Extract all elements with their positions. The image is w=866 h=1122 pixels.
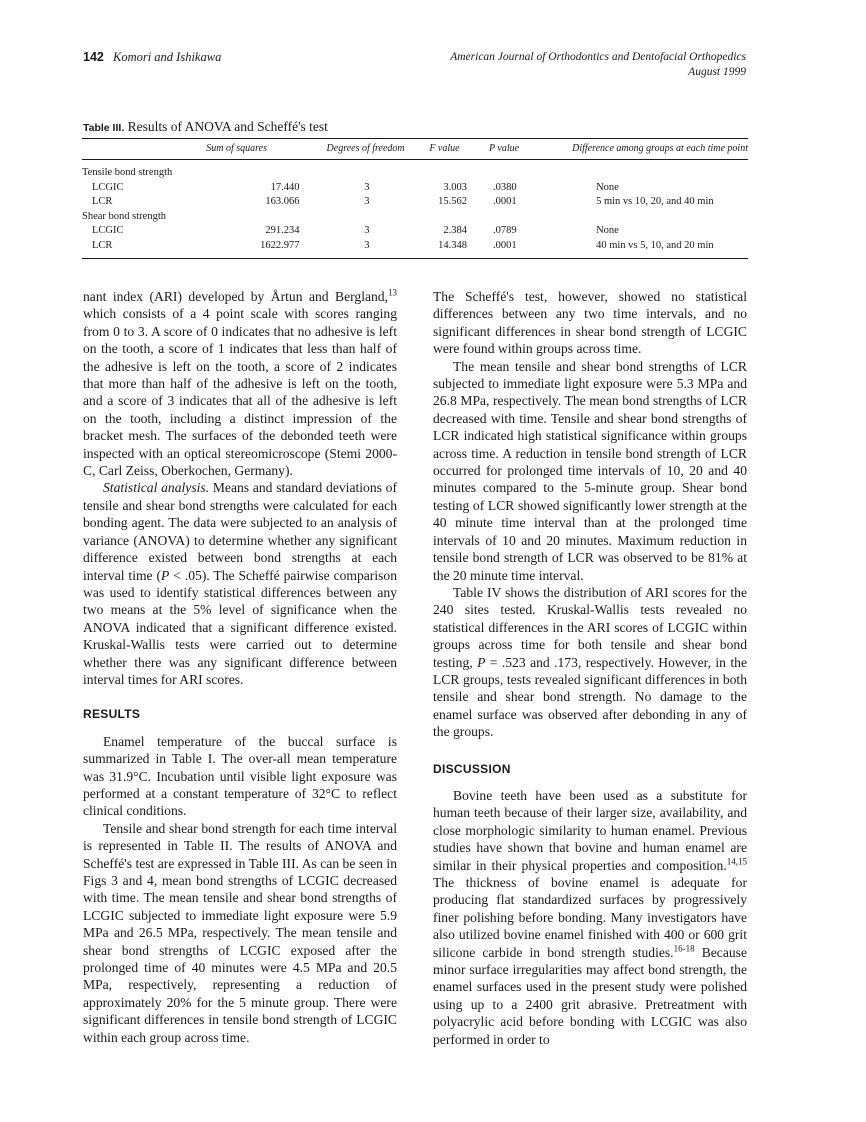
cell-f-value: 15.562: [438, 196, 467, 207]
citation: 16-18: [673, 943, 695, 954]
table-row: [82, 181, 748, 196]
col-header-sum-squares: Sum of squares: [206, 139, 318, 160]
table-title: Results of ANOVA and Scheffé's test: [127, 119, 328, 134]
cell-difference: None: [596, 225, 619, 236]
running-header-right: [450, 50, 746, 80]
cell-difference: None: [596, 181, 619, 193]
left-column: [83, 288, 397, 1046]
subsection-title: Statistical analysis.: [103, 480, 210, 496]
paragraph: Enamel temperature of the buccal surface is summarized in Table I. The over-all mean temperature was 31.9°C. Incubation until visible light exposure was performed at a constant temperature of 32°C to reflect clinical conditions.: [83, 733, 397, 819]
table-label: Table III.: [83, 122, 125, 134]
paragraph: The Scheffé's test, however, showed no statistical differences between any two time intervals, and no significant differences in shear bond strength of LCGIC were found within groups across time.: [433, 289, 747, 357]
cell-sum-squares: 163.066: [265, 196, 300, 207]
col-header-difference: Difference among groups at each time point: [558, 139, 748, 160]
table-header-row: [82, 139, 748, 160]
cell-sum-squares: 17.440: [270, 181, 300, 193]
running-authors: Komori and Ishikawa: [112, 50, 222, 64]
cell-degrees-freedom: 3: [364, 181, 370, 193]
cell-p-value: .0001: [493, 196, 517, 207]
cell-f-value: 2.384: [443, 225, 467, 236]
cell-degrees-freedom: 3: [364, 239, 370, 251]
paragraph: Bovine teeth have been used as a substitute for human teeth because of their larger size, availability, and close morphologic similarity to human enamel. Previous studies have shown that bovine and human enamel are similar in their physical properties and composition.$^{14,15}$ The thickness of bovine enamel is adequate for producing flat standardized surfaces by progressively finer polishing before bonding. Many investigators have also utilized bovine enamel finished with 400 or 600 grit silicone carbide in bond strength studies.$^{16-18}$ Because minor surface irregularities may affect bond strength, the enamel surfaces used in the present study were polished using up to a 2400 grit abrasive. Pretreatment with polyacrylic acid before bonding with LCGIC was also performed in order to: [433, 787, 747, 1047]
col-header-p-value: P value: [477, 139, 558, 160]
table-group-row: [82, 160, 748, 181]
table-group-row: [82, 210, 748, 225]
cell-sum-squares: 291.234: [265, 225, 300, 236]
header-blank: [82, 139, 206, 160]
right-column: [433, 288, 747, 1048]
table-row: [82, 239, 748, 259]
col-header-f-value: F value: [415, 139, 477, 160]
anova-table: [82, 138, 748, 259]
cell-f-value: 14.348: [438, 239, 467, 251]
paragraph: The mean tensile and shear bond strengths of LCR subjected to immediate light exposure were 5.3 MPa and 26.8 MPa, respectively. The mean bond strengths of LCR decreased with time. Tensile and shear bond strengths of LCR indicated high statistical significance within groups across time. A reduction in tensile bond strength of LCR occurred for prolonged time intervals of 10, 20 and 40 minutes compared to the 5-minute group. Shear bond testing of LCR showed significantly lower strength at the 40 minute time interval than at the prolonged time intervals of 10 and 20 minutes. Maximum reduction in tensile bond strength of LCR was observed to be 81% at the 20 minute time interval.: [433, 358, 747, 583]
paragraph-statistical-analysis: Statistical analysis. Means and standard deviations of tensile and shear bond strengths were calculated for each bonding agent. The data were subjected to an analysis of variance (ANOVA) to determine whether any significant difference existed between bond strengths at each interval time (P < .05). The Scheffé pairwise comparison was used to identify statistical differences between any two means at the 5% level of significance when the ANOVA indicated that a significant difference existed. Kruskal-Wallis tests were carried out to determine whether there was any significant difference between interval times for ARI scores.: [83, 480, 397, 687]
table-caption: [83, 119, 328, 135]
cell-f-value: 3.003: [443, 181, 467, 193]
paragraph: nant index (ARI) developed by Årtun and Bergland,$^{13}$ which consists of a 4 point scale with scores ranging from 0 to 3. A score of 0 indicates that no adhesive is left on the tooth, a score of 1 indicates that less than half of the adhesive is left on the tooth, a score of 2 indicates that more than half of the adhesive is left on the tooth, and a score of 3 indicates that all of the adhesive is left on the tooth, including a distinct impression of the bracket mesh. The surfaces of the debonded teeth were inspected with an optical stereomicroscope (Stemi 2000-C, Carl Zeiss, Oberkochen, Germany).: [83, 287, 397, 479]
section-heading-results: RESULTS: [83, 707, 141, 722]
cell-p-value: .0380: [493, 181, 517, 193]
cell-difference: 5 min vs 10, 20, and 40 min: [596, 196, 714, 207]
col-header-degrees-freedom: Degrees of freedom: [319, 139, 416, 160]
row-label: LCGIC: [92, 181, 124, 193]
paragraph: Tensile and shear bond strength for each time interval is represented in Table II. The results of ANOVA and Scheffé's test are expressed in Table III. As can be seen in Figs 3 and 4, mean bond strengths of LCGIC decreased with time. The mean tensile and shear bond strengths of LCGIC subjected to immediate light exposure were 5.9 MPa and 26.5 MPa, respectively. The mean tensile and shear bond strengths of LCGIC exposed after the prolonged time of 40 minutes were 4.5 MPa and 20.5 MPa, respectively, representing a reduction of approximately 20% for the 5 minute group. There were significant differences in tensile bond strength of LCGIC within each group across time.: [83, 820, 397, 1045]
journal-name: American Journal of Orthodontics and Dentofacial Orthopedics: [450, 51, 746, 63]
page-number: 142: [83, 50, 104, 64]
group-name: Tensile bond strength: [82, 167, 173, 178]
table-row: [82, 224, 748, 239]
table-row: [82, 195, 748, 210]
section-heading-discussion: DISCUSSION: [433, 761, 511, 776]
running-header-left: [83, 50, 221, 65]
row-label: LCR: [92, 196, 113, 207]
cell-degrees-freedom: 3: [364, 225, 370, 236]
group-name: Shear bond strength: [82, 210, 166, 222]
cell-degrees-freedom: 3: [364, 196, 370, 207]
cell-sum-squares: 1622.977: [260, 239, 300, 251]
paragraph: Table IV shows the distribution of ARI scores for the 240 sites tested. Kruskal-Wallis tests revealed no statistical differences in the ARI scores of LCGIC within groups across time for both tensile and shear bond testing, P = .523 and .173, respectively. However, in the LCR groups, tests revealed significant differences in both tensile and shear bond strength. No damage to the enamel surface was observed after debonding in any of the groups.: [433, 584, 747, 740]
citation: 13: [388, 287, 397, 298]
cell-p-value: .0789: [493, 225, 517, 236]
citation: 14,15: [726, 856, 747, 867]
issue-date: August 1999: [688, 66, 746, 78]
cell-p-value: .0001: [493, 239, 517, 251]
cell-difference: 40 min vs 5, 10, and 20 min: [596, 239, 714, 251]
row-label: LCR: [92, 239, 113, 251]
row-label: LCGIC: [92, 225, 124, 236]
